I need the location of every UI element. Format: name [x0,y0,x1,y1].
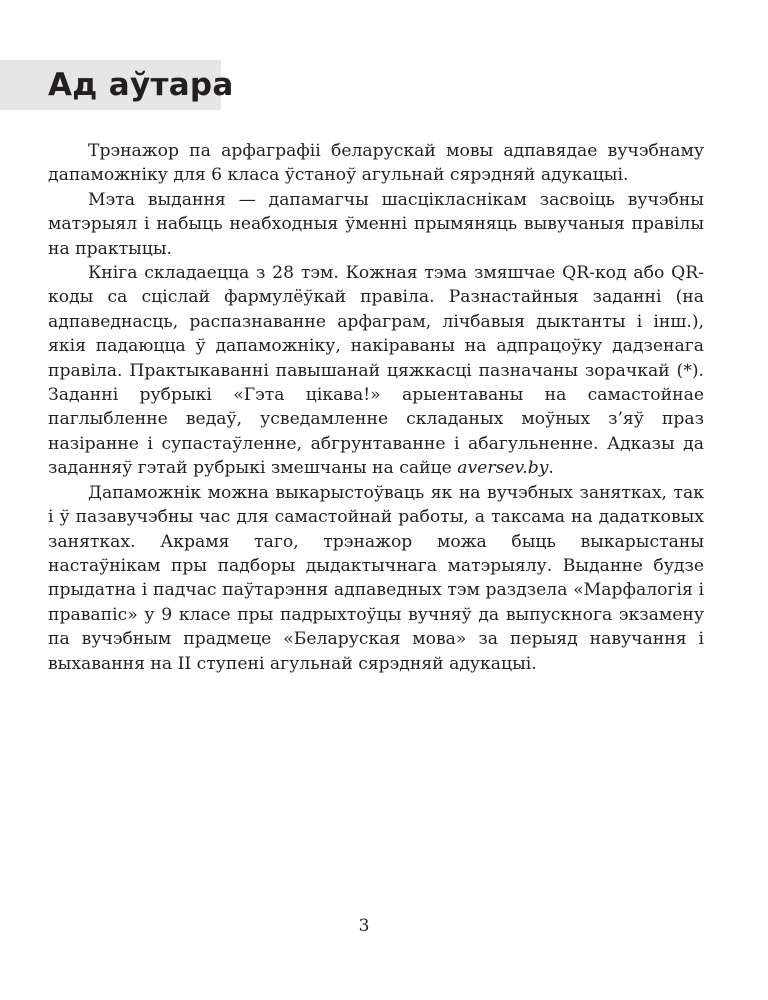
paragraph-3-text: Кніга складаецца з 28 тэм. Кожная тэма змяшчае QR-код або QR-коды са сціслай фармулёўкай правіла. Разнастайныя заданні (на адпаведнасць, распазнаванне арфаграм, лічбавыя дыктанты і інш.), якія падаюцца ў дапаможніку, накіраваны на адпрацоўку дадзенага правіла. Практыкаванні павышанай цяжкасці пазначаны зорачкай (*). Заданні рубрыкі «Гэта цікава!» арыентаваны на самастойнае паглыбленне ведаў, усведамленне складаных моўных з’яў праз назіранне і супастаўленне, абгрунтаванне і абагульненне. Адказы да заданняў гэтай рубрыкі змешчаны на сайце [48,263,704,479]
page-title: Ад аўтара [48,67,234,103]
paragraph-3-end: . [548,458,554,479]
paragraph-4: Дапаможнік можна выкарыстоўваць як на вучэбных занятках, так і ў пазавучэбны час для самастойнай работы, а таксама на дадатковых занятках. Акрамя таго, трэнажор можа быць выкарыстаны настаўнікам пры падборы дыдактычнага матэрыялу. Выданне будзе прыдатна і падчас паўтарэння адпаведных тэм раздзела «Марфалогія і правапіс» у 9 класе пры падрыхтоўцы вучняў да выпускнога экзамену па вучэбным прадмеце «Беларуская мова» за перыяд навучання і выхавання на II ступені агульнай сярэдняй адукацыі. [48,482,704,674]
website-link[interactable]: aversev.by [457,458,549,479]
paragraph-3 [48,261,704,481]
paragraph-1: Трэнажор па арфаграфіі беларускай мовы адпавядае вучэбнаму дапаможніку для 6 класа ўстаноў агульнай сярэдняй адукацыі. [48,141,704,186]
preface-body [48,139,704,676]
paragraph-2: Мэта выдання — дапамагчы шасцікласнікам засвоіць вучэбны матэрыял і набыць неабходныя ўменні прымяняць вывучаныя правілы на практыцы. [48,189,704,259]
page-number: 3 [358,916,370,936]
